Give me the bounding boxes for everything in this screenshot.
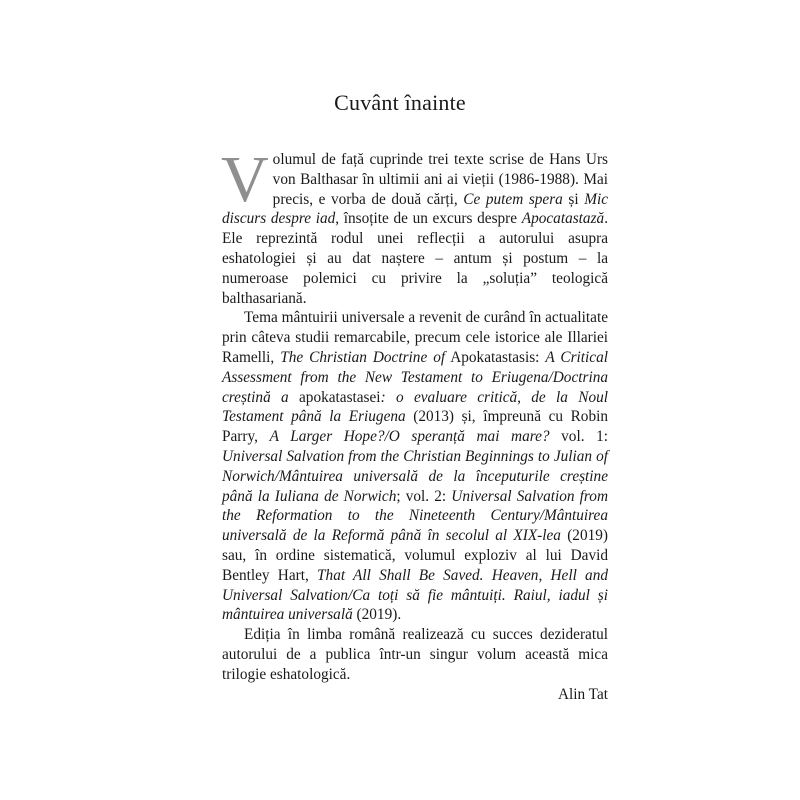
p1-italic-3: Apocatastază <box>521 210 605 228</box>
p2-text-5: vol. 1: <box>549 428 609 446</box>
p1-italic-1: Ce putem spera <box>463 190 563 208</box>
p2-text-3: apokatastasei <box>288 388 381 406</box>
p2-text-6: ; vol. 2: <box>396 487 452 505</box>
paragraph-1 <box>221 143 609 308</box>
p1-text-1: olumul de față cuprinde trei texte scrise de Hans Urs von Balthasar în ultimii ani ai vieții (1986-1988). Mai precis, e vorba de două cărți, <box>272 151 608 208</box>
p1-text-2: și <box>562 190 585 208</box>
p2-italic-6: Universal Salvation from the Reformation to the Nineteenth Century/Mântuirea universală de la Reformă până în secolul al XIX-lea <box>222 487 608 545</box>
paragraph-3 <box>222 625 608 684</box>
p2-text-4: (2013) și, împreună cu Robin Parry, <box>222 408 608 446</box>
p2-text-7: (2019) sau, în ordine sistematică, volumul exploziv al lui David Bentley Hart, <box>222 527 608 584</box>
p2-text-8: (2019). <box>352 606 402 624</box>
author-signature: Alin Tat <box>557 685 608 703</box>
p2-italic-3: : o evaluare critică, de la Noul Testament până la Eriugena <box>222 388 609 426</box>
p1-text-4: . Ele reprezintă rodul unei reflecții a autorului asupra eshatologiei și au dat naștere – antum și postum – la numeroase polemici cu privire la „soluția” teologică balthasariană. <box>222 210 609 307</box>
paragraph-2 <box>222 308 608 625</box>
p3-text-1: Ediția în limba română realizează cu succes dezideratul autorului de a publica într-un singur volum această mica trilogie eshatologică. <box>222 626 608 683</box>
p1-italic-2: Mic discurs despre iad <box>222 190 608 228</box>
body-text <box>221 143 609 704</box>
p2-text-2: Apokatastasis: <box>445 348 546 366</box>
p1-text-3: , însoțite de un excurs despre <box>335 210 522 228</box>
drop-cap: V <box>221 143 269 216</box>
p2-italic-7: That All Shall Be Saved. Heaven, Hell and Universal Salvation/Ca toți să fie mântuiți. Raiul, iadul și mântuirea universală <box>222 566 609 624</box>
p2-italic-5: Universal Salvation from the Christian Beginnings to Julian of Norwich/Mântuirea universală de la începuturile creștine până la Iuliana de Norwich <box>222 447 608 505</box>
page-title: Cuvânt înainte <box>334 90 466 115</box>
p2-italic-1: The Christian Doctrine of <box>280 348 446 366</box>
p2-italic-2: A Critical Assessment from the New Testament to Eriugena/Doctrina creștină a <box>222 348 608 406</box>
p2-italic-4: A Larger Hope?/O speranță mai mare? <box>269 428 550 446</box>
p2-text-1: Tema mântuirii universale a revenit de curând în actualitate prin câteva studii remarcabile, precum cele istorice ale Illariei Ramelli, <box>222 309 608 366</box>
